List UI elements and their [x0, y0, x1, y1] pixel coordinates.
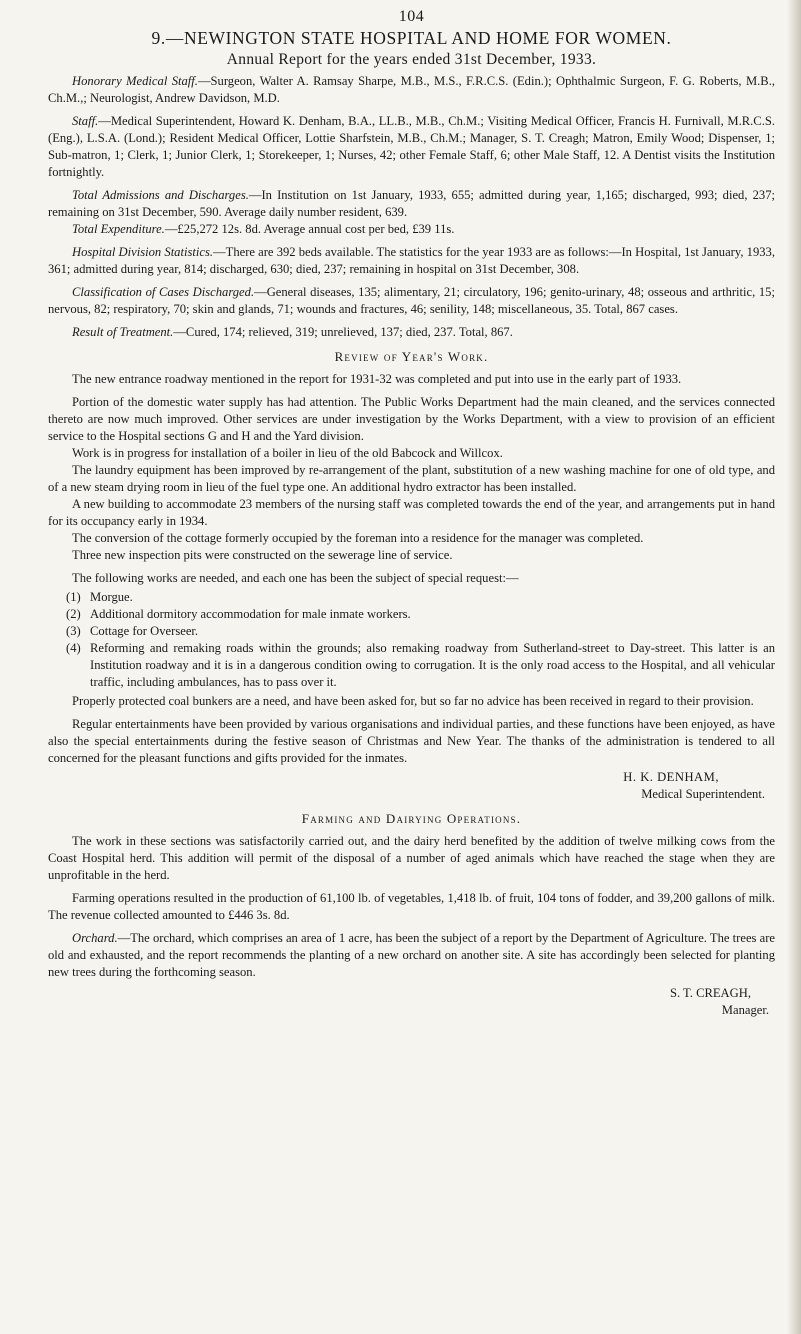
admissions-text: —In Institution on 1st January, 1933, 655; admitted during year, 1,165; discharged, 993; died, 237; remaining on 31st December, 590. Average daily number resident, 639. [48, 188, 775, 219]
review-paragraph: A new building to accommodate 23 members of the nursing staff was completed towards the end of the year, and arrangements put in hand for its occupancy early in 1934. [48, 497, 775, 528]
list-item-number: (4) [66, 641, 81, 655]
signature-name: H. K. DENHAM, [623, 770, 719, 784]
list-item-number: (2) [66, 607, 81, 621]
classification-paragraph [48, 284, 775, 318]
list-item-text: Additional dormitory accommodation for male inmate workers. [90, 607, 411, 621]
list-item-number: (1) [66, 590, 81, 604]
list-item-number: (3) [66, 624, 81, 638]
list-item [48, 640, 775, 691]
list-item-text: Cottage for Overseer. [90, 624, 199, 638]
orchard-paragraph [48, 930, 775, 981]
hospital-division-label: Hospital Division Statistics. [72, 245, 214, 259]
signature-title: Medical Superintendent. [641, 787, 765, 801]
review-paragraph: Regular entertainments have been provided by various organisations and individual parties, and these functions have been enjoyed, as have also the special entertainments during the festive season of Christmas and New Year. The thanks of the administration is tendered to all concerned for the pleasant functions and gifts provided for the inmates. [48, 717, 775, 765]
review-paragraph: The laundry equipment has been improved by re-arrangement of the plant, substitution of a new washing machine for one of old type, and of a new steam drying room in lieu of the fuel type one. An additional hydro extractor has been installed. [48, 463, 775, 494]
expenditure-text: —£25,272 12s. 8d. Average annual cost per bed, £39 11s. [164, 222, 455, 236]
staff-label: Staff. [72, 114, 99, 128]
orchard-text: —The orchard, which comprises an area of 1 acre, has been the subject of a report by the Department of Agriculture. The trees are old and exhausted, and the report recommends the planting of a new orchard on another site. A site has accordingly been selected for planting new trees during the forthcoming season. [48, 931, 775, 979]
review-paragraph: The following works are needed, and each one has been the subject of special request:— [72, 571, 519, 585]
orchard-label: Orchard. [72, 931, 118, 945]
review-paragraph: Portion of the domestic water supply has had attention. The Public Works Department had the main cleaned, and the services connected thereto are now much improved. Other services are under investigation by the Works Department, with a view to provision of an efficient service to the Hospital sections G and H and the Yard division. [48, 395, 775, 443]
page-number: 104 [398, 8, 425, 25]
expenditure-paragraph [48, 221, 775, 238]
hospital-division-text: —There are 392 beds available. The statistics for the year 1933 are as follows:—In Hospital, 1st January, 1933, 361; admitted during year, 814; discharged, 630; died, 237; remaining in hospital on 31st December, 308. [48, 245, 775, 276]
signature-name: S. T. CREAGH, [669, 986, 751, 1000]
list-item [48, 606, 775, 623]
review-paragraph: Three new inspection pits were constructed on the sewerage line of service. [72, 548, 453, 562]
farming-paragraph: The work in these sections was satisfactorily carried out, and the dairy herd benefited by the addition of twelve milking cows from the Coast Hospital herd. This addition will permit of the disposal of a number of aged animals which have reached the stage when they are unprofitable in the herd. [48, 834, 775, 882]
list-item-text: Reforming and remaking roads within the grounds; also remaking roadway from Sutherland-street to Day-street. This latter is an Institution roadway and it is in a dangerous condition owing to corrugation. It is the only road access to the Hospital, and all vehicular traffic, including ambulances, has to pass over it. [90, 641, 775, 689]
review-paragraph: The new entrance roadway mentioned in the report for 1931-32 was completed and put into use in the early part of 1933. [72, 372, 682, 386]
review-signature [48, 769, 775, 803]
farming-paragraph: Farming operations resulted in the production of 61,100 lb. of vegetables, 1,418 lb. of fruit, 104 tons of fodder, and 39,200 gallons of milk. The revenue collected amounted to £446 3s. 8d. [48, 891, 775, 922]
review-paragraph: Properly protected coal bunkers are a need, and have been asked for, but so far no advice has been received in regard to their provision. [72, 694, 754, 708]
expenditure-label: Total Expenditure. [72, 222, 165, 236]
list-item [48, 589, 775, 606]
requests-list [48, 589, 775, 691]
classification-label: Classification of Cases Discharged. [72, 285, 255, 299]
result-label: Result of Treatment. [72, 325, 174, 339]
admissions-paragraph [48, 187, 775, 221]
review-heading: Review of Year's Work. [334, 349, 489, 364]
report-title: 9.—NEWINGTON STATE HOSPITAL AND HOME FOR WOMEN. [151, 28, 672, 48]
list-item-text: Morgue. [90, 590, 133, 604]
result-paragraph [48, 324, 775, 341]
classification-text: —General diseases, 135; alimentary, 21; circulatory, 196; genito-urinary, 48; osseous and arthritic, 15; nervous, 82; respiratory, 70; skin and glands, 71; wounds and fractures, 46; senility, 148; miscellaneous, 35. Total, 867 cases. [48, 285, 775, 316]
farming-signature [48, 985, 775, 1019]
review-paragraph: The conversion of the cottage formerly occupied by the foreman into a residence for the manager was completed. [72, 531, 644, 545]
staff-paragraph [48, 113, 775, 181]
list-item [48, 623, 775, 640]
signature-title: Manager. [721, 1003, 769, 1017]
farming-heading: Farming and Dairying Operations. [301, 811, 522, 826]
honorary-staff-label: Honorary Medical Staff. [72, 74, 198, 88]
review-paragraph: Work is in progress for installation of a boiler in lieu of the old Babcock and Willcox. [72, 446, 503, 460]
staff-text: —Medical Superintendent, Howard K. Denham, B.A., LL.B., M.B., Ch.M.; Visiting Medical Officer, Francis H. Furnivall, M.R.C.S. (Eng.), L.S.A. (Lond.); Resident Medical Officer, Lottie Sharfstein, M.B., Ch.M.; Manager, S. T. Creagh; Matron, Emily Wood; Dispenser, 1; Sub-matron, 1; Clerk, 1; Junior Clerk, 1; Storekeeper, 1; Nurses, 42; other Female Staff, 6; other Male Staff, 12. A Dentist visits the Institution fortnightly. [48, 114, 775, 179]
result-text: —Cured, 174; relieved, 319; unrelieved, 137; died, 237. Total, 867. [173, 325, 513, 339]
page-edge-shadow [787, 0, 801, 1334]
report-subtitle: Annual Report for the years ended 31st December, 1933. [226, 51, 597, 68]
hospital-division-paragraph [48, 244, 775, 278]
honorary-staff-paragraph [48, 73, 775, 107]
admissions-label: Total Admissions and Discharges. [72, 188, 249, 202]
honorary-staff-text: —Surgeon, Walter A. Ramsay Sharpe, M.B., M.S., F.R.C.S. (Edin.); Ophthalmic Surgeon, F. G. Roberts, M.B., Ch.M.,; Neurologist, Andrew Davidson, M.D. [48, 74, 775, 105]
